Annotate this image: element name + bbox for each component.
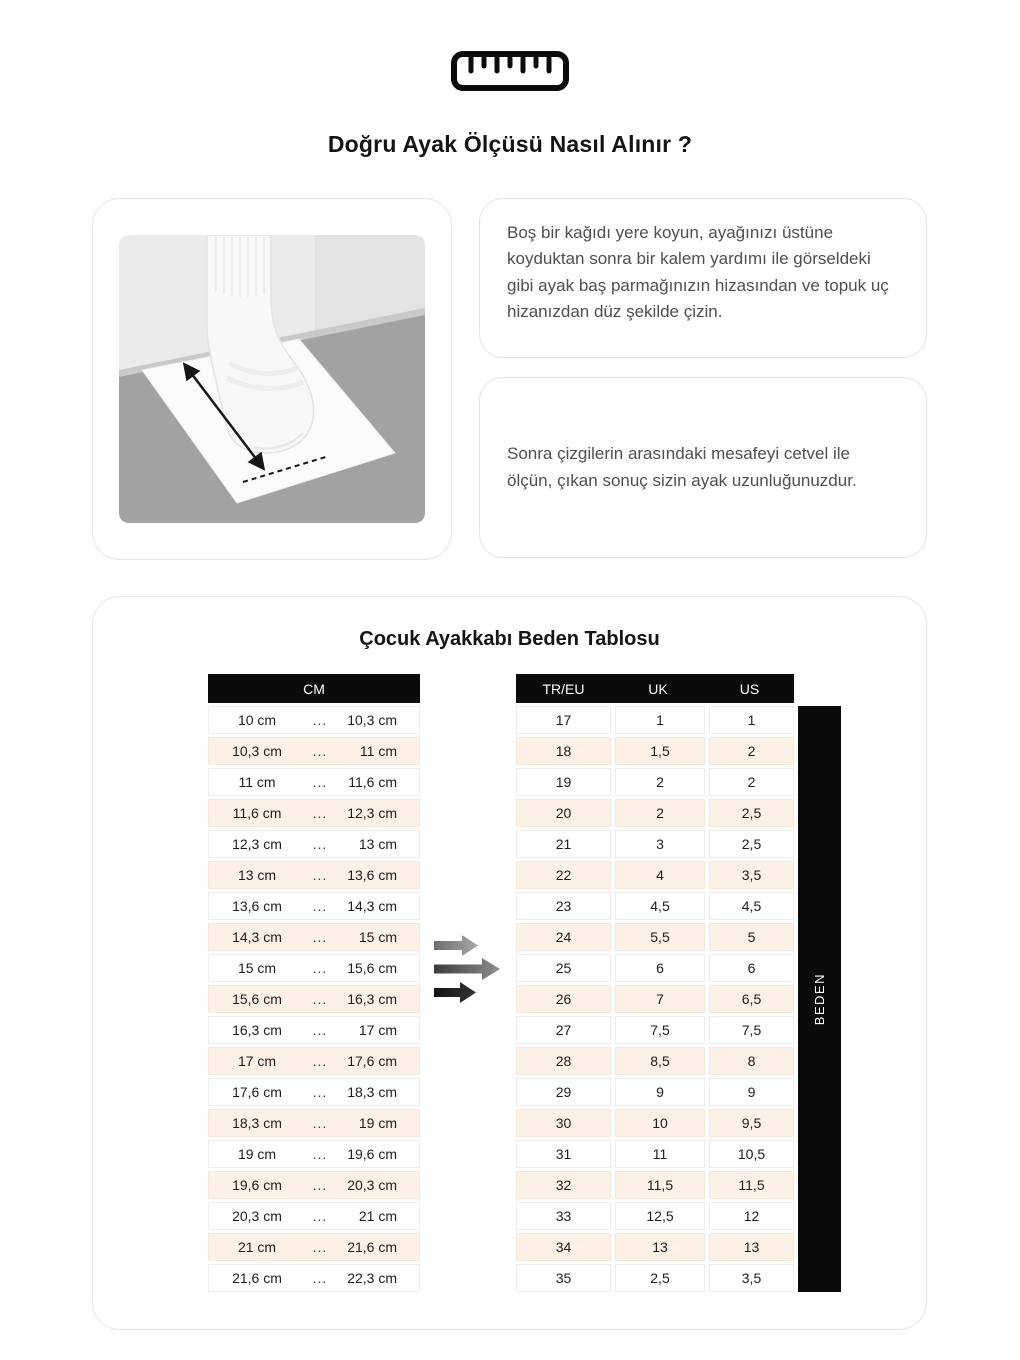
cm-to: 19,6 cm — [347, 1146, 397, 1162]
cm-from: 13 cm — [237, 867, 277, 883]
size-cell-us: 13 — [709, 1233, 794, 1261]
cm-to: 10,3 cm — [347, 712, 397, 728]
transfer-arrows-icon — [420, 932, 516, 1004]
cm-to: 11,6 cm — [348, 774, 397, 790]
size-cell-us: 10,5 — [709, 1140, 794, 1168]
size-cell-treu: 19 — [516, 768, 611, 796]
size-cell-treu: 18 — [516, 737, 611, 765]
cm-table-row — [208, 1233, 420, 1261]
size-cell-uk: 1,5 — [615, 737, 705, 765]
size-table-row — [516, 892, 794, 920]
size-cell-treu: 34 — [516, 1233, 611, 1261]
ruler-icon — [450, 50, 570, 92]
size-cell-uk: 2 — [615, 799, 705, 827]
cm-dots: ... — [312, 1115, 328, 1131]
size-cell-treu: 35 — [516, 1264, 611, 1292]
size-cell-uk: 13 — [615, 1233, 705, 1261]
size-table-row — [516, 1202, 794, 1230]
size-table-row — [516, 1233, 794, 1261]
cm-dots: ... — [312, 898, 328, 914]
size-cell-treu: 30 — [516, 1109, 611, 1137]
size-cell-uk: 2,5 — [615, 1264, 705, 1292]
size-cell-uk: 6 — [615, 954, 705, 982]
cm-from: 15,6 cm — [232, 991, 282, 1007]
size-table-body — [516, 706, 794, 1292]
size-cell-treu: 24 — [516, 923, 611, 951]
beden-bar — [798, 706, 841, 1292]
cm-from: 17,6 cm — [232, 1084, 282, 1100]
cm-table-row — [208, 892, 420, 920]
size-cell-us: 4,5 — [709, 892, 794, 920]
cm-dots: ... — [312, 1146, 328, 1162]
cm-to: 18,3 cm — [347, 1084, 397, 1100]
size-cell-uk: 10 — [615, 1109, 705, 1137]
cm-table-body — [208, 706, 420, 1292]
size-cell-treu: 27 — [516, 1016, 611, 1044]
size-cell-uk: 5,5 — [615, 923, 705, 951]
size-cell-treu: 25 — [516, 954, 611, 982]
size-cell-treu: 22 — [516, 861, 611, 889]
cm-table-row — [208, 1047, 420, 1075]
size-cell-us: 2 — [709, 768, 794, 796]
size-cell-treu: 20 — [516, 799, 611, 827]
cm-to: 20,3 cm — [347, 1177, 397, 1193]
cm-dots: ... — [312, 867, 328, 883]
size-table-row — [516, 737, 794, 765]
size-table-row — [516, 706, 794, 734]
size-table-row — [516, 1078, 794, 1106]
cm-dots: ... — [312, 774, 328, 790]
size-cell-us: 2,5 — [709, 799, 794, 827]
size-cell-treu: 33 — [516, 1202, 611, 1230]
size-table-row — [516, 985, 794, 1013]
cm-to: 16,3 cm — [347, 991, 397, 1007]
size-cell-uk: 1 — [615, 706, 705, 734]
size-cell-treu: 29 — [516, 1078, 611, 1106]
cm-dots: ... — [312, 1084, 328, 1100]
cm-from: 10,3 cm — [232, 743, 282, 759]
size-cell-us: 12 — [709, 1202, 794, 1230]
cm-to: 21 cm — [358, 1208, 397, 1224]
cm-dots: ... — [312, 960, 328, 976]
size-cell-us: 8 — [709, 1047, 794, 1075]
size-table-row — [516, 1171, 794, 1199]
size-cell-treu: 32 — [516, 1171, 611, 1199]
size-cell-us: 11,5 — [709, 1171, 794, 1199]
size-table-row — [516, 830, 794, 858]
size-table-title: Çocuk Ayakkabı Beden Tablosu — [359, 628, 660, 650]
header-cell-treu: TR/EU — [542, 680, 585, 697]
cm-dots: ... — [312, 836, 328, 852]
cm-dots: ... — [312, 1177, 328, 1193]
size-cell-uk: 11 — [615, 1140, 705, 1168]
cm-table-row — [208, 737, 420, 765]
cm-dots: ... — [312, 929, 328, 945]
cm-from: 19,6 cm — [232, 1177, 282, 1193]
size-cell-uk: 3 — [615, 830, 705, 858]
cm-dots: ... — [312, 1053, 328, 1069]
cm-to: 15,6 cm — [347, 960, 397, 976]
cm-from: 18,3 cm — [232, 1115, 282, 1131]
cm-to: 22,3 cm — [347, 1270, 397, 1286]
cm-to: 17 cm — [358, 1022, 397, 1038]
page-header — [0, 0, 1020, 158]
cm-to: 14,3 cm — [347, 898, 397, 914]
cm-table-row — [208, 1171, 420, 1199]
instruction-card-2: Sonra çizgilerin arasındaki mesafeyi cetvel ile ölçün, çıkan sonuç sizin ayak uzunluğunuzdur. — [479, 377, 927, 558]
size-cell-us: 2,5 — [709, 830, 794, 858]
cm-table — [208, 674, 420, 1295]
cm-dots: ... — [312, 1208, 328, 1224]
cm-to: 15 cm — [358, 929, 397, 945]
foot-measure-photo — [119, 235, 425, 523]
cm-from: 11,6 cm — [232, 805, 282, 821]
size-cell-us: 7,5 — [709, 1016, 794, 1044]
foot-measure-photo-card — [92, 198, 452, 560]
header-cell-us: US — [739, 680, 760, 697]
size-table-row — [516, 1140, 794, 1168]
size-cell-uk: 9 — [615, 1078, 705, 1106]
instruction-card-1: Boş bir kağıdı yere koyun, ayağınızı üstüne koyduktan sonra bir kalem yardımı ile görseldeki gibi ayak baş parmağınızın hizasından ve topuk uç hizanızdan düz şekilde çizin. — [479, 198, 927, 358]
header-cell-uk: UK — [648, 680, 668, 697]
size-cell-us: 5 — [709, 923, 794, 951]
size-cell-treu: 23 — [516, 892, 611, 920]
size-cell-us: 9 — [709, 1078, 794, 1106]
size-table-row — [516, 861, 794, 889]
cm-table-row — [208, 923, 420, 951]
size-cell-treu: 21 — [516, 830, 611, 858]
size-table-row — [516, 1109, 794, 1137]
cm-to: 11 cm — [359, 743, 397, 759]
size-cell-us: 6,5 — [709, 985, 794, 1013]
cm-dots: ... — [312, 991, 328, 1007]
size-table-row — [516, 768, 794, 796]
size-cell-treu: 31 — [516, 1140, 611, 1168]
size-cell-uk: 4 — [615, 861, 705, 889]
cm-from: 21,6 cm — [232, 1270, 282, 1286]
cm-table-header: CM — [208, 674, 420, 703]
size-cell-us: 2 — [709, 737, 794, 765]
size-table-section — [92, 596, 927, 1330]
cm-dots: ... — [312, 1239, 328, 1255]
size-cell-uk: 7,5 — [615, 1016, 705, 1044]
cm-to: 19 cm — [358, 1115, 397, 1131]
cm-to: 13,6 cm — [347, 867, 397, 883]
size-cell-us: 1 — [709, 706, 794, 734]
cm-table-row — [208, 1109, 420, 1137]
cm-dots: ... — [312, 805, 328, 821]
size-table-row — [516, 954, 794, 982]
cm-table-row — [208, 768, 420, 796]
cm-table-row — [208, 1016, 420, 1044]
size-cell-treu: 26 — [516, 985, 611, 1013]
cm-from: 11 cm — [238, 774, 276, 790]
size-cell-us: 9,5 — [709, 1109, 794, 1137]
cm-table-row — [208, 830, 420, 858]
size-cell-uk: 8,5 — [615, 1047, 705, 1075]
cm-from: 16,3 cm — [232, 1022, 282, 1038]
size-table-row — [516, 1264, 794, 1292]
size-table-row — [516, 923, 794, 951]
cm-from: 13,6 cm — [232, 898, 282, 914]
cm-table-row — [208, 985, 420, 1013]
cm-table-row — [208, 1140, 420, 1168]
size-cell-treu: 17 — [516, 706, 611, 734]
cm-dots: ... — [312, 743, 328, 759]
cm-dots: ... — [312, 1022, 328, 1038]
cm-to: 21,6 cm — [347, 1239, 397, 1255]
cm-table-row — [208, 1202, 420, 1230]
page-title: Doğru Ayak Ölçüsü Nasıl Alınır ? — [327, 131, 693, 157]
size-table-row — [516, 799, 794, 827]
cm-from: 15 cm — [237, 960, 277, 976]
cm-from: 21 cm — [237, 1239, 277, 1255]
cm-table-row — [208, 1078, 420, 1106]
cm-table-row — [208, 861, 420, 889]
size-cell-treu: 28 — [516, 1047, 611, 1075]
cm-to: 12,3 cm — [347, 805, 397, 821]
cm-from: 10 cm — [237, 712, 277, 728]
cm-from: 17 cm — [237, 1053, 277, 1069]
howto-section — [92, 198, 927, 560]
cm-to: 13 cm — [358, 836, 397, 852]
cm-from: 14,3 cm — [232, 929, 282, 945]
instruction-cards — [479, 198, 927, 560]
size-cell-uk: 7 — [615, 985, 705, 1013]
cm-to: 17,6 cm — [347, 1053, 397, 1069]
cm-dots: ... — [312, 1270, 328, 1286]
size-cell-uk: 4,5 — [615, 892, 705, 920]
cm-table-row — [208, 706, 420, 734]
size-cell-us: 6 — [709, 954, 794, 982]
cm-from: 12,3 cm — [232, 836, 282, 852]
size-cell-us: 3,5 — [709, 861, 794, 889]
cm-table-row — [208, 1264, 420, 1292]
cm-table-row — [208, 954, 420, 982]
size-table-row — [516, 1016, 794, 1044]
size-cell-uk: 2 — [615, 768, 705, 796]
size-cell-us: 3,5 — [709, 1264, 794, 1292]
size-cell-uk: 12,5 — [615, 1202, 705, 1230]
cm-from: 20,3 cm — [232, 1208, 282, 1224]
size-table-row — [516, 1047, 794, 1075]
size-table-header — [516, 674, 794, 703]
cm-dots: ... — [312, 712, 328, 728]
beden-label: BEDEN — [812, 972, 827, 1026]
tables-row — [93, 674, 926, 1295]
size-table — [516, 674, 794, 1295]
cm-table-row — [208, 799, 420, 827]
cm-from: 19 cm — [237, 1146, 277, 1162]
size-cell-uk: 11,5 — [615, 1171, 705, 1199]
